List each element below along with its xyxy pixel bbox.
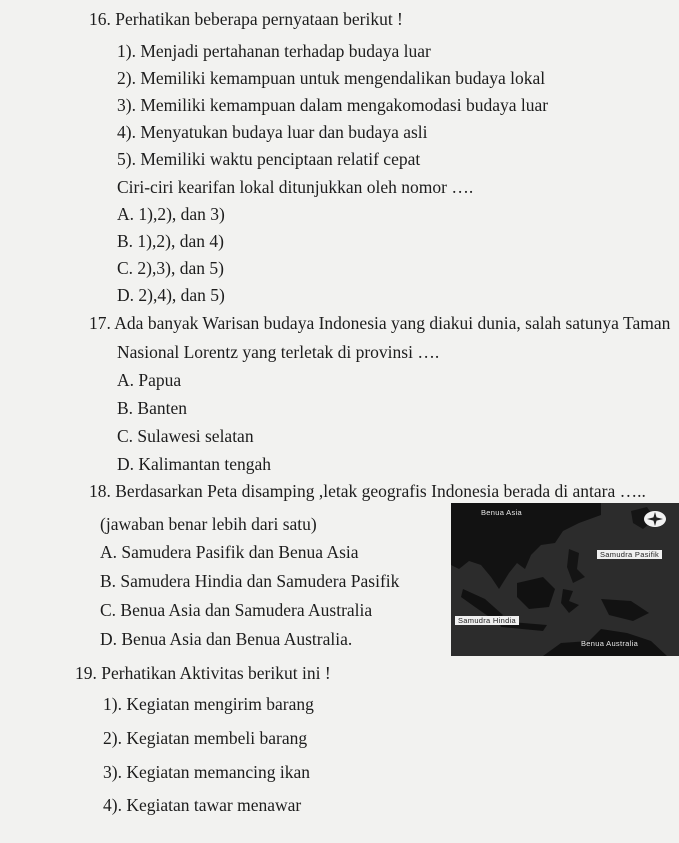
q17-option-d[interactable]: D. Kalimantan tengah bbox=[117, 454, 272, 474]
q19-item-2: 2). Kegiatan membeli barang bbox=[103, 728, 308, 748]
map-label-benua-australia: Benua Australia bbox=[581, 639, 639, 648]
q16-question: Ciri-ciri kearifan lokal ditunjukkan oleh nomor …. bbox=[117, 177, 474, 197]
map-graphic bbox=[451, 503, 679, 656]
q17-option-a[interactable]: A. Papua bbox=[117, 370, 182, 390]
q19-item-3: 3). Kegiatan memancing ikan bbox=[103, 762, 311, 782]
q18-option-b[interactable]: B. Samudera Hindia dan Samudera Pasifik bbox=[100, 571, 400, 591]
q16-option-b[interactable]: B. 1),2), dan 4) bbox=[117, 231, 224, 251]
q17-option-b[interactable]: B. Banten bbox=[117, 398, 187, 418]
q16-stem: 16. Perhatikan beberapa pernyataan berikut ! bbox=[89, 9, 403, 29]
q16-option-d[interactable]: D. 2),4), dan 5) bbox=[117, 285, 225, 305]
q19-item-4: 4). Kegiatan tawar menawar bbox=[103, 795, 302, 815]
southeast-asia-map bbox=[451, 503, 679, 656]
map-label-samudra-hindia: Samudra Hindia bbox=[455, 616, 519, 625]
q16-option-a[interactable]: A. 1),2), dan 3) bbox=[117, 204, 225, 224]
compass-icon bbox=[644, 511, 666, 527]
q16-statement-1: 1). Menjadi pertahanan terhadap budaya luar bbox=[117, 41, 431, 61]
q18-option-c[interactable]: C. Benua Asia dan Samudera Australia bbox=[100, 600, 373, 620]
q18-option-d[interactable]: D. Benua Asia dan Benua Australia. bbox=[100, 629, 353, 649]
q19-stem: 19. Perhatikan Aktivitas berikut ini ! bbox=[75, 663, 331, 683]
q19-item-1: 1). Kegiatan mengirim barang bbox=[103, 694, 314, 714]
q16-statement-4: 4). Menyatukan budaya luar dan budaya asli bbox=[117, 122, 428, 142]
q17-option-c[interactable]: C. Sulawesi selatan bbox=[117, 426, 254, 446]
q18-stem: 18. Berdasarkan Peta disamping ,letak geografis Indonesia berada di antara ….. bbox=[89, 481, 646, 501]
q17-stem-line2: Nasional Lorentz yang terletak di provinsi …. bbox=[117, 342, 440, 362]
q16-statement-3: 3). Memiliki kemampuan dalam mengakomodasi budaya luar bbox=[117, 95, 549, 115]
q16-statement-2: 2). Memiliki kemampuan untuk mengendalikan budaya lokal bbox=[117, 68, 546, 88]
q18-note: (jawaban benar lebih dari satu) bbox=[100, 514, 317, 534]
map-label-benua-asia: Benua Asia bbox=[481, 508, 522, 517]
q17-stem-line1: 17. Ada banyak Warisan budaya Indonesia yang diakui dunia, salah satunya Taman bbox=[89, 313, 671, 333]
q18-option-a[interactable]: A. Samudera Pasifik dan Benua Asia bbox=[100, 542, 359, 562]
q16-option-c[interactable]: C. 2),3), dan 5) bbox=[117, 258, 224, 278]
map-label-samudra-pasifik: Samudra Pasifik bbox=[597, 550, 662, 559]
q16-statement-5: 5). Memiliki waktu penciptaan relatif cepat bbox=[117, 149, 421, 169]
